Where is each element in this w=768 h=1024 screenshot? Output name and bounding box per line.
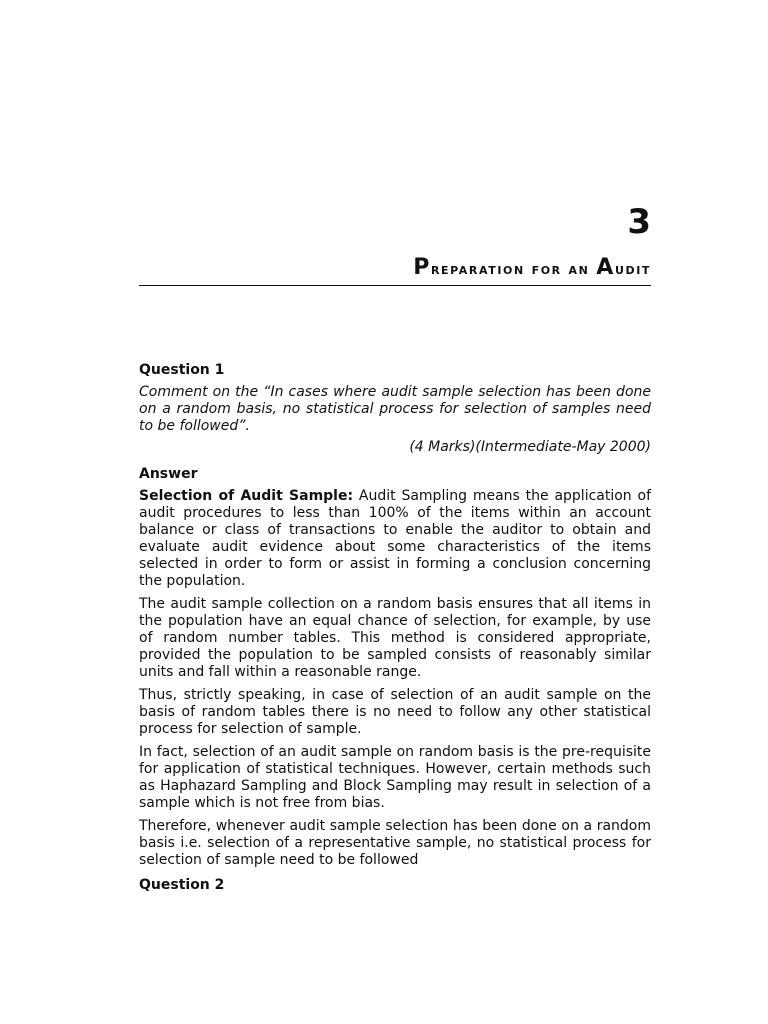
answer-lead-term: Selection of Audit Sample: [139,488,354,504]
answer-heading: Answer [139,466,198,482]
question-1-heading: Question 1 [139,362,225,378]
answer-paragraph-3: Thus, strictly speaking, in case of selection of an audit sample on the basis of random tables there is no need to follow any other statistical process for selection of sample. [139,687,651,737]
document-body [139,360,651,899]
chapter-number: 3 [627,202,651,242]
document-page [139,0,651,1024]
question-1-text: Comment on the “In cases where audit sample selection has been done on a random basis, no statistical process for selection of samples need to be followed”. [139,384,651,434]
chapter-title-part-2: udit [614,260,651,278]
chapter-title [413,254,651,283]
chapter-title-initial-2: A [596,255,615,280]
chapter-title-initial-1: P [413,255,431,280]
question-2-heading: Question 2 [139,877,225,893]
answer-paragraph-2: The audit sample collection on a random basis ensures that all items in the population have an equal chance of selection, for example, by use of random number tables. This method is considered appropriate, provided the population to be sampled consists of reasonably similar units and fall within a reasonable range. [139,596,651,680]
chapter-title-part-1: reparation for an [430,260,597,278]
answer-paragraph-1 [139,488,651,590]
question-1-marks: (4 Marks)(Intermediate-May 2000) [409,439,651,455]
answer-paragraph-5: Therefore, whenever audit sample selection has been done on a random basis i.e. selection of a representative sample, no statistical process for selection of sample need to be followed [139,818,651,868]
answer-paragraph-1-text: Audit Sampling means the application of audit procedures to less than 100% of the items within an account balance or class of transactions to enable the auditor to obtain and evaluate audit evidence about some characteristics of the items selected in order to form or assist in forming a conclusion concerning the population. [139,488,651,589]
chapter-divider [139,285,651,286]
answer-paragraph-4: In fact, selection of an audit sample on random basis is the pre-requisite for application of statistical techniques. However, certain methods such as Haphazard Sampling and Block Sampling may result in selection of a sample which is not free from bias. [139,744,651,811]
